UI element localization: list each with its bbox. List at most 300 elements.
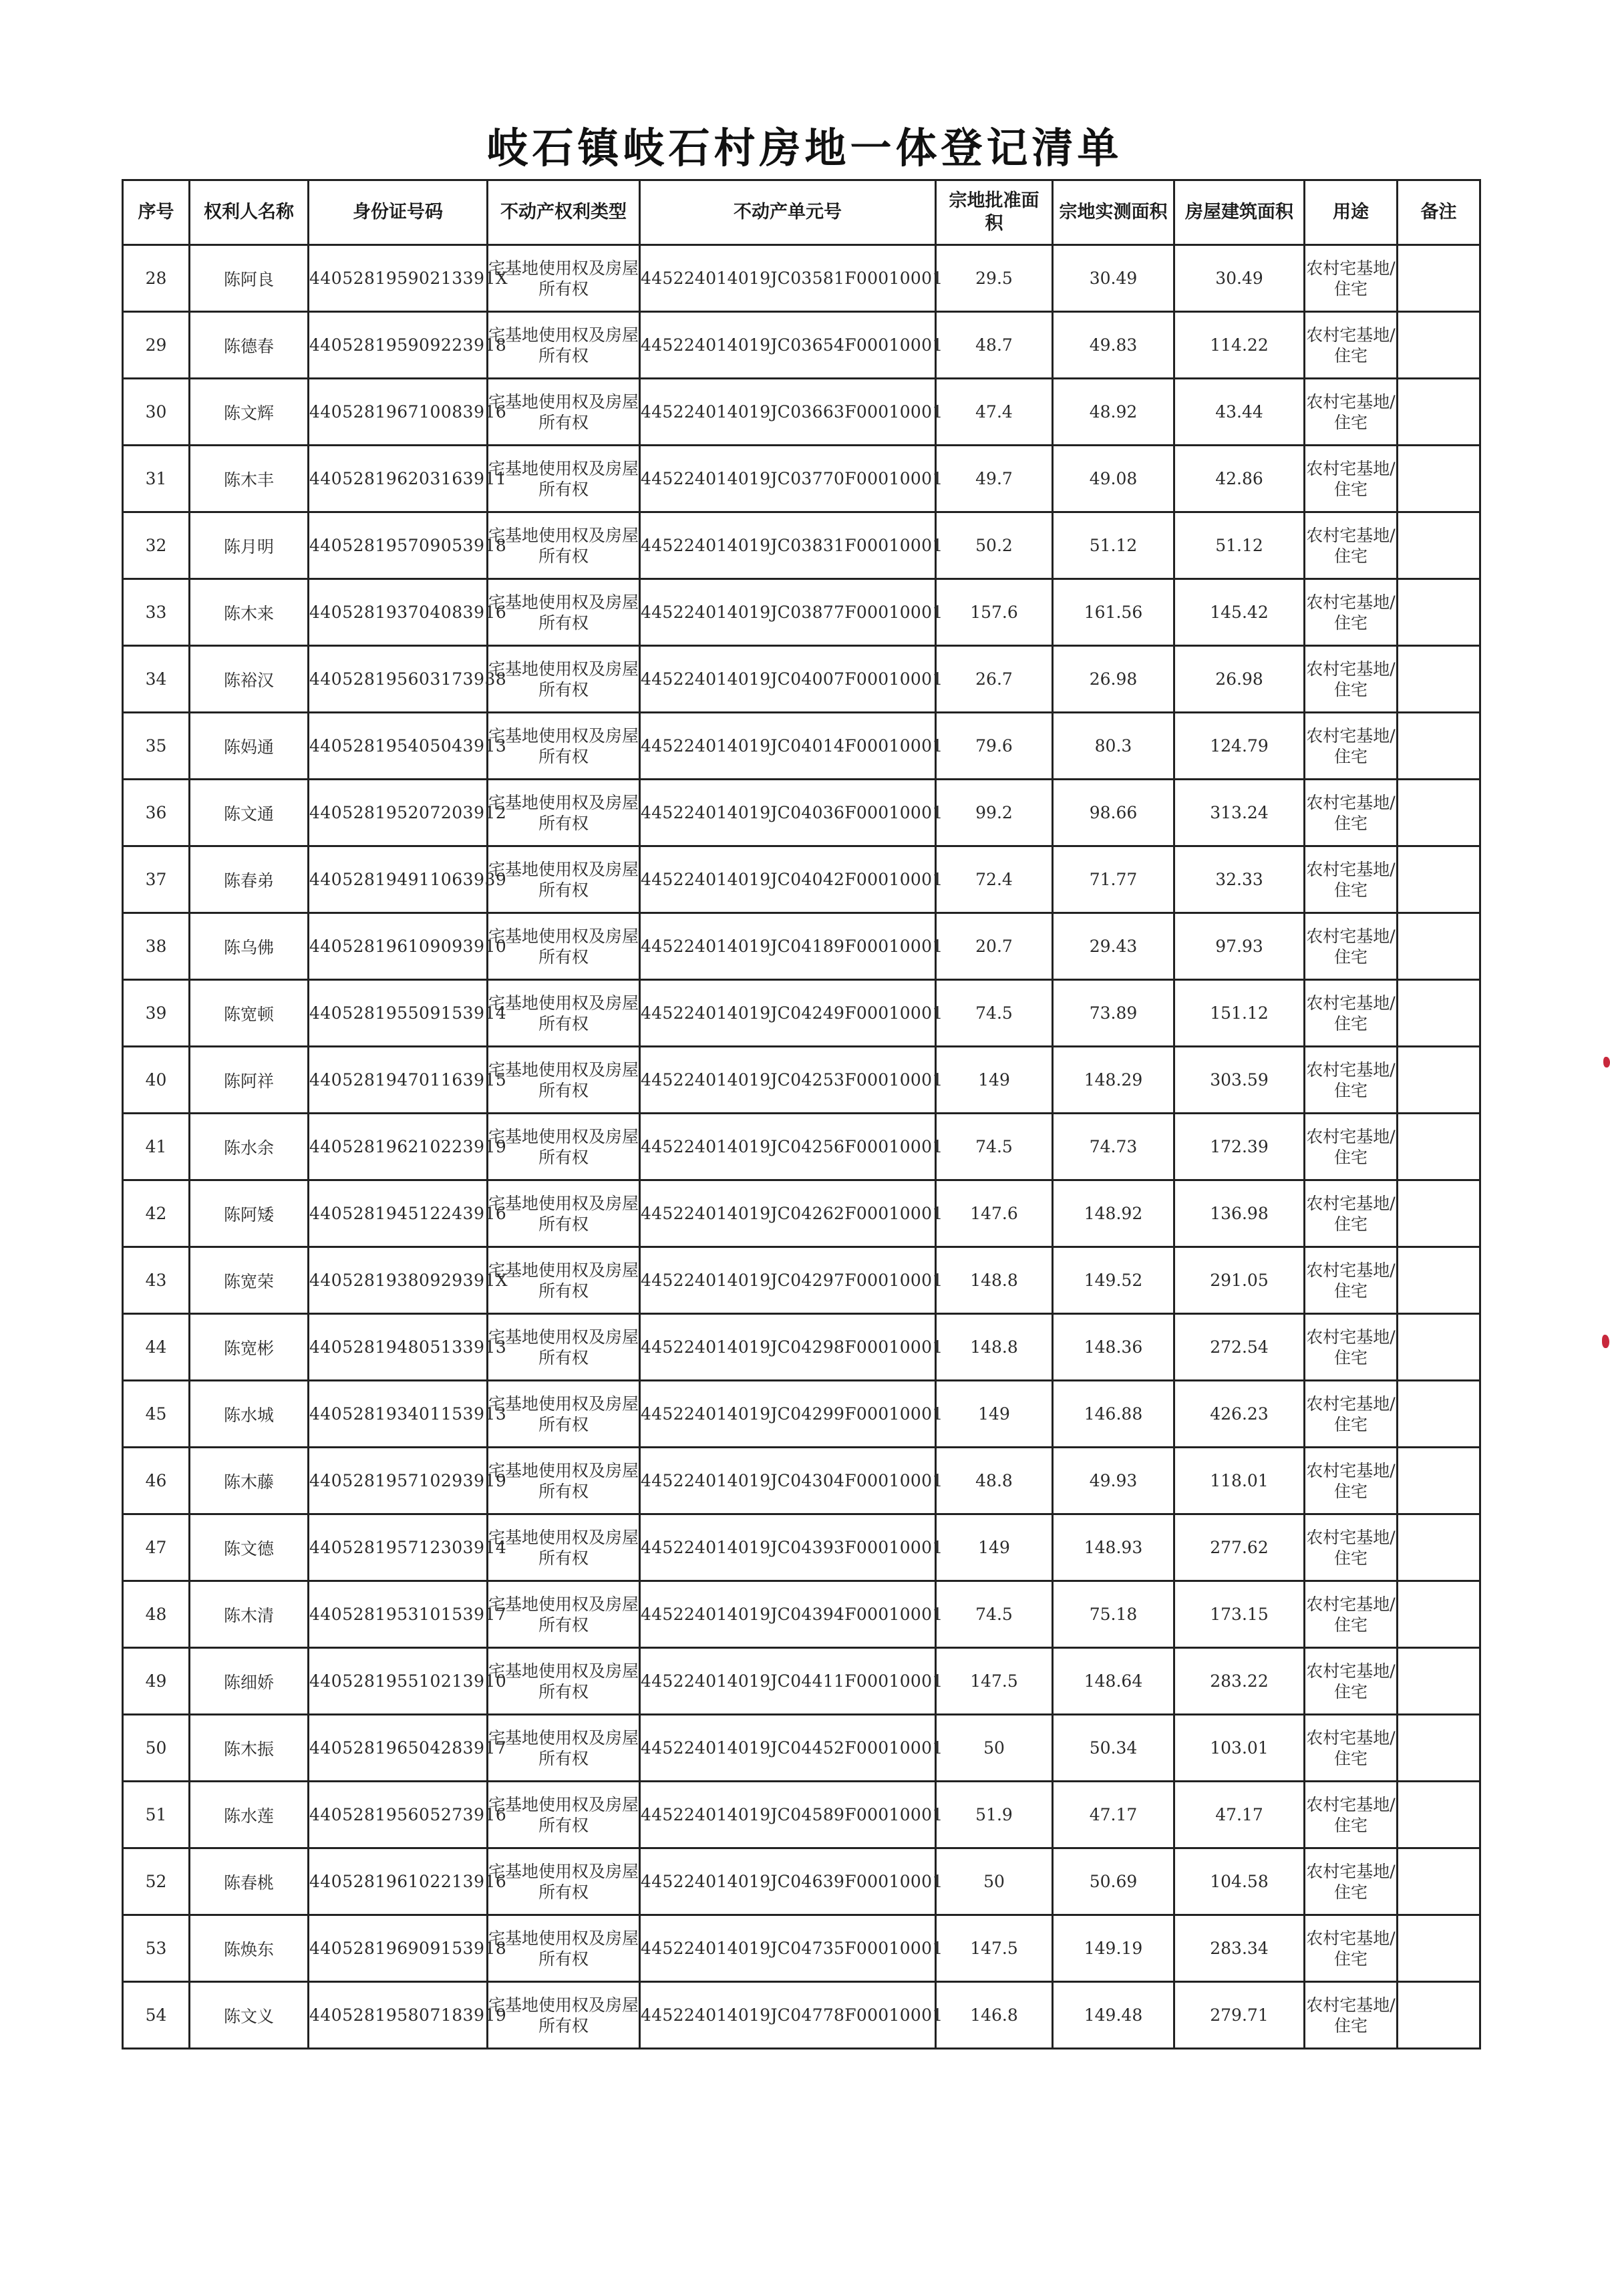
cell-use: 农村宅基地/住宅	[1305, 1180, 1398, 1247]
cell-building-area: 124.79	[1174, 713, 1305, 780]
cell-approved-area: 147.6	[936, 1180, 1053, 1247]
cell-remark	[1398, 1314, 1480, 1381]
cell-approved-area: 50	[936, 1848, 1053, 1915]
cell-seq: 31	[123, 446, 190, 512]
cell-remark	[1398, 1581, 1480, 1648]
cell-name: 陈文义	[190, 1982, 309, 2049]
cell-use: 农村宅基地/住宅	[1305, 1715, 1398, 1782]
cell-unit: 445224014019JC04014F00010001	[640, 713, 936, 780]
cell-right-type: 宅基地使用权及房屋所有权	[488, 1514, 640, 1581]
cell-use: 农村宅基地/住宅	[1305, 1581, 1398, 1648]
cell-building-area: 172.39	[1174, 1114, 1305, 1180]
cell-right-type: 宅基地使用权及房屋所有权	[488, 1381, 640, 1448]
cell-approved-area: 149	[936, 1381, 1053, 1448]
cell-approved-area: 147.5	[936, 1648, 1053, 1715]
cell-right-type: 宅基地使用权及房屋所有权	[488, 1448, 640, 1514]
cell-measured-area: 148.92	[1053, 1180, 1174, 1247]
cell-right-type: 宅基地使用权及房屋所有权	[488, 646, 640, 713]
cell-id: 440528196109093910	[309, 913, 488, 980]
cell-use: 农村宅基地/住宅	[1305, 780, 1398, 846]
cell-approved-area: 79.6	[936, 713, 1053, 780]
cell-use: 农村宅基地/住宅	[1305, 1915, 1398, 1982]
cell-approved-area: 47.4	[936, 379, 1053, 446]
cell-name: 陈月明	[190, 512, 309, 579]
cell-unit: 445224014019JC04778F00010001	[640, 1982, 936, 2049]
cell-seq: 51	[123, 1782, 190, 1848]
table-row	[123, 713, 1480, 780]
cell-use: 农村宅基地/住宅	[1305, 312, 1398, 379]
cell-right-type: 宅基地使用权及房屋所有权	[488, 1982, 640, 2049]
cell-measured-area: 148.93	[1053, 1514, 1174, 1581]
cell-right-type: 宅基地使用权及房屋所有权	[488, 1848, 640, 1915]
header-right-type: 不动产权利类型	[488, 180, 640, 245]
cell-right-type: 宅基地使用权及房屋所有权	[488, 579, 640, 646]
cell-unit: 445224014019JC03831F00010001	[640, 512, 936, 579]
cell-right-type: 宅基地使用权及房屋所有权	[488, 379, 640, 446]
cell-building-area: 313.24	[1174, 780, 1305, 846]
cell-unit: 445224014019JC03581F00010001	[640, 245, 936, 312]
cell-measured-area: 49.08	[1053, 446, 1174, 512]
cell-name: 陈春弟	[190, 846, 309, 913]
cell-building-area: 30.49	[1174, 245, 1305, 312]
cell-building-area: 272.54	[1174, 1314, 1305, 1381]
cell-name: 陈焕东	[190, 1915, 309, 1982]
cell-unit: 445224014019JC04262F00010001	[640, 1180, 936, 1247]
cell-right-type: 宅基地使用权及房屋所有权	[488, 1114, 640, 1180]
cell-id: 440528196710083916	[309, 379, 488, 446]
table-row	[123, 646, 1480, 713]
cell-name: 陈宽顿	[190, 980, 309, 1047]
cell-remark	[1398, 846, 1480, 913]
cell-seq: 40	[123, 1047, 190, 1114]
cell-seq: 54	[123, 1982, 190, 2049]
table-header	[123, 180, 1480, 245]
cell-building-area: 26.98	[1174, 646, 1305, 713]
table-row	[123, 579, 1480, 646]
table-row	[123, 1381, 1480, 1448]
table-row	[123, 1848, 1480, 1915]
cell-id: 440528195807183919	[309, 1982, 488, 2049]
cell-seq: 32	[123, 512, 190, 579]
table-row	[123, 1314, 1480, 1381]
cell-approved-area: 74.5	[936, 1581, 1053, 1648]
cell-name: 陈木振	[190, 1715, 309, 1782]
cell-approved-area: 147.5	[936, 1915, 1053, 1982]
cell-id: 440528196504283917	[309, 1715, 488, 1782]
cell-building-area: 291.05	[1174, 1247, 1305, 1314]
cell-right-type: 宅基地使用权及房屋所有权	[488, 512, 640, 579]
cell-right-type: 宅基地使用权及房屋所有权	[488, 312, 640, 379]
cell-seq: 33	[123, 579, 190, 646]
cell-use: 农村宅基地/住宅	[1305, 1114, 1398, 1180]
cell-name: 陈木丰	[190, 446, 309, 512]
cell-right-type: 宅基地使用权及房屋所有权	[488, 1180, 640, 1247]
cell-unit: 445224014019JC03663F00010001	[640, 379, 936, 446]
cell-approved-area: 29.5	[936, 245, 1053, 312]
cell-use: 农村宅基地/住宅	[1305, 512, 1398, 579]
cell-use: 农村宅基地/住宅	[1305, 846, 1398, 913]
cell-building-area: 426.23	[1174, 1381, 1305, 1448]
table-row	[123, 512, 1480, 579]
cell-measured-area: 48.92	[1053, 379, 1174, 446]
cell-right-type: 宅基地使用权及房屋所有权	[488, 1247, 640, 1314]
cell-building-area: 279.71	[1174, 1982, 1305, 2049]
cell-name: 陈细娇	[190, 1648, 309, 1715]
cell-building-area: 283.22	[1174, 1648, 1305, 1715]
cell-building-area: 173.15	[1174, 1581, 1305, 1648]
cell-name: 陈宽彬	[190, 1314, 309, 1381]
table-row	[123, 312, 1480, 379]
cell-use: 农村宅基地/住宅	[1305, 980, 1398, 1047]
cell-measured-area: 50.34	[1053, 1715, 1174, 1782]
table-row	[123, 1715, 1480, 1782]
table-row	[123, 1448, 1480, 1514]
cell-use: 农村宅基地/住宅	[1305, 379, 1398, 446]
cell-approved-area: 148.8	[936, 1314, 1053, 1381]
cell-unit: 445224014019JC04394F00010001	[640, 1581, 936, 1648]
registration-table	[122, 179, 1481, 2049]
cell-seq: 37	[123, 846, 190, 913]
cell-right-type: 宅基地使用权及房屋所有权	[488, 980, 640, 1047]
cell-seq: 45	[123, 1381, 190, 1448]
cell-measured-area: 49.83	[1053, 312, 1174, 379]
cell-use: 农村宅基地/住宅	[1305, 1314, 1398, 1381]
table-row	[123, 1514, 1480, 1581]
cell-id: 440528194512243916	[309, 1180, 488, 1247]
header-use: 用途	[1305, 180, 1398, 245]
cell-approved-area: 148.8	[936, 1247, 1053, 1314]
cell-id: 440528195603173938	[309, 646, 488, 713]
cell-unit: 445224014019JC04393F00010001	[640, 1514, 936, 1581]
table-row	[123, 1648, 1480, 1715]
cell-building-area: 97.93	[1174, 913, 1305, 980]
cell-approved-area: 50.2	[936, 512, 1053, 579]
cell-remark	[1398, 312, 1480, 379]
cell-remark	[1398, 913, 1480, 980]
cell-use: 农村宅基地/住宅	[1305, 1648, 1398, 1715]
cell-use: 农村宅基地/住宅	[1305, 1848, 1398, 1915]
cell-unit: 445224014019JC03654F00010001	[640, 312, 936, 379]
cell-remark	[1398, 646, 1480, 713]
cell-remark	[1398, 1381, 1480, 1448]
cell-unit: 445224014019JC04639F00010001	[640, 1848, 936, 1915]
table-row	[123, 913, 1480, 980]
cell-approved-area: 149	[936, 1047, 1053, 1114]
cell-seq: 43	[123, 1247, 190, 1314]
cell-name: 陈裕汉	[190, 646, 309, 713]
cell-seq: 49	[123, 1648, 190, 1715]
cell-name: 陈阿良	[190, 245, 309, 312]
cell-building-area: 43.44	[1174, 379, 1305, 446]
cell-seq: 36	[123, 780, 190, 846]
cell-id: 440528195909223918	[309, 312, 488, 379]
cell-measured-area: 149.19	[1053, 1915, 1174, 1982]
cell-seq: 34	[123, 646, 190, 713]
cell-building-area: 283.34	[1174, 1915, 1305, 1982]
cell-use: 农村宅基地/住宅	[1305, 245, 1398, 312]
cell-remark	[1398, 1848, 1480, 1915]
cell-building-area: 277.62	[1174, 1514, 1305, 1581]
cell-id: 440528195310153917	[309, 1581, 488, 1648]
cell-id: 440528193704083916	[309, 579, 488, 646]
cell-name: 陈水城	[190, 1381, 309, 1448]
cell-building-area: 103.01	[1174, 1715, 1305, 1782]
cell-name: 陈文辉	[190, 379, 309, 446]
cell-id: 44052819590213391X	[309, 245, 488, 312]
document-title: 岐石镇岐石村房地一体登记清单	[486, 124, 1123, 172]
cell-name: 陈春桃	[190, 1848, 309, 1915]
cell-remark	[1398, 446, 1480, 512]
cell-name: 陈木清	[190, 1581, 309, 1648]
cell-seq: 30	[123, 379, 190, 446]
cell-name: 陈文德	[190, 1514, 309, 1581]
header-id: 身份证号码	[309, 180, 488, 245]
table-row	[123, 1581, 1480, 1648]
cell-use: 农村宅基地/住宅	[1305, 1247, 1398, 1314]
cell-seq: 39	[123, 980, 190, 1047]
table-row	[123, 980, 1480, 1047]
cell-remark	[1398, 1514, 1480, 1581]
cell-id: 440528196210223919	[309, 1114, 488, 1180]
cell-measured-area: 30.49	[1053, 245, 1174, 312]
cell-seq: 28	[123, 245, 190, 312]
cell-unit: 445224014019JC04304F00010001	[640, 1448, 936, 1514]
cell-building-area: 136.98	[1174, 1180, 1305, 1247]
cell-seq: 38	[123, 913, 190, 980]
cell-remark	[1398, 1915, 1480, 1982]
cell-id: 440528194805133913	[309, 1314, 488, 1381]
cell-building-area: 118.01	[1174, 1448, 1305, 1514]
cell-remark	[1398, 579, 1480, 646]
cell-seq: 46	[123, 1448, 190, 1514]
cell-remark	[1398, 780, 1480, 846]
cell-measured-area: 71.77	[1053, 846, 1174, 913]
cell-name: 陈文通	[190, 780, 309, 846]
cell-unit: 445224014019JC04036F00010001	[640, 780, 936, 846]
cell-name: 陈乌佛	[190, 913, 309, 980]
cell-remark	[1398, 1715, 1480, 1782]
cell-id: 440528195207203912	[309, 780, 488, 846]
cell-building-area: 42.86	[1174, 446, 1305, 512]
cell-measured-area: 26.98	[1053, 646, 1174, 713]
cell-unit: 445224014019JC03877F00010001	[640, 579, 936, 646]
cell-unit: 445224014019JC04256F00010001	[640, 1114, 936, 1180]
cell-approved-area: 72.4	[936, 846, 1053, 913]
table-row	[123, 1982, 1480, 2049]
cell-remark	[1398, 1114, 1480, 1180]
cell-right-type: 宅基地使用权及房屋所有权	[488, 913, 640, 980]
cell-use: 农村宅基地/住宅	[1305, 646, 1398, 713]
cell-building-area: 47.17	[1174, 1782, 1305, 1848]
table-row	[123, 1247, 1480, 1314]
cell-remark	[1398, 713, 1480, 780]
cell-right-type: 宅基地使用权及房屋所有权	[488, 780, 640, 846]
cell-right-type: 宅基地使用权及房屋所有权	[488, 1648, 640, 1715]
cell-right-type: 宅基地使用权及房屋所有权	[488, 1915, 640, 1982]
cell-remark	[1398, 1047, 1480, 1114]
cell-id: 440528196203163911	[309, 446, 488, 512]
cell-id: 440528196909153918	[309, 1915, 488, 1982]
header-remark: 备注	[1398, 180, 1480, 245]
cell-unit: 445224014019JC04735F00010001	[640, 1915, 936, 1982]
cell-remark	[1398, 1782, 1480, 1848]
cell-seq: 48	[123, 1581, 190, 1648]
cell-id: 440528194911063939	[309, 846, 488, 913]
header-seq: 序号	[123, 180, 190, 245]
cell-remark	[1398, 1448, 1480, 1514]
cell-approved-area: 49.7	[936, 446, 1053, 512]
cell-measured-area: 75.18	[1053, 1581, 1174, 1648]
cell-right-type: 宅基地使用权及房屋所有权	[488, 1581, 640, 1648]
cell-measured-area: 73.89	[1053, 980, 1174, 1047]
cell-remark	[1398, 1180, 1480, 1247]
cell-id: 440528195405043913	[309, 713, 488, 780]
cell-measured-area: 49.93	[1053, 1448, 1174, 1514]
cell-unit: 445224014019JC04007F00010001	[640, 646, 936, 713]
cell-right-type: 宅基地使用权及房屋所有权	[488, 846, 640, 913]
table-row	[123, 780, 1480, 846]
cell-building-area: 145.42	[1174, 579, 1305, 646]
cell-approved-area: 146.8	[936, 1982, 1053, 2049]
cell-unit: 445224014019JC04589F00010001	[640, 1782, 936, 1848]
cell-name: 陈德春	[190, 312, 309, 379]
cell-measured-area: 98.66	[1053, 780, 1174, 846]
cell-id: 440528195605273916	[309, 1782, 488, 1848]
cell-id: 440528195712303914	[309, 1514, 488, 1581]
cell-measured-area: 148.29	[1053, 1047, 1174, 1114]
cell-seq: 50	[123, 1715, 190, 1782]
cell-unit: 445224014019JC04452F00010001	[640, 1715, 936, 1782]
cell-use: 农村宅基地/住宅	[1305, 1982, 1398, 2049]
cell-use: 农村宅基地/住宅	[1305, 1782, 1398, 1848]
cell-use: 农村宅基地/住宅	[1305, 1381, 1398, 1448]
cell-name: 陈妈通	[190, 713, 309, 780]
cell-right-type: 宅基地使用权及房屋所有权	[488, 713, 640, 780]
cell-name: 陈阿矮	[190, 1180, 309, 1247]
cell-id: 440528194701163915	[309, 1047, 488, 1114]
table-row	[123, 446, 1480, 512]
cell-seq: 53	[123, 1915, 190, 1982]
cell-measured-area: 50.69	[1053, 1848, 1174, 1915]
cell-id: 440528193401153913	[309, 1381, 488, 1448]
table-row	[123, 1047, 1480, 1114]
cell-id: 440528195710293919	[309, 1448, 488, 1514]
cell-unit: 445224014019JC04189F00010001	[640, 913, 936, 980]
cell-id: 440528195509153914	[309, 980, 488, 1047]
cell-unit: 445224014019JC03770F00010001	[640, 446, 936, 512]
cell-approved-area: 74.5	[936, 1114, 1053, 1180]
cell-measured-area: 149.48	[1053, 1982, 1174, 2049]
header-measured-area: 宗地实测面积	[1053, 180, 1174, 245]
cell-unit: 445224014019JC04042F00010001	[640, 846, 936, 913]
cell-seq: 52	[123, 1848, 190, 1915]
cell-measured-area: 80.3	[1053, 713, 1174, 780]
cell-approved-area: 20.7	[936, 913, 1053, 980]
cell-seq: 44	[123, 1314, 190, 1381]
cell-right-type: 宅基地使用权及房屋所有权	[488, 1715, 640, 1782]
cell-use: 农村宅基地/住宅	[1305, 713, 1398, 780]
cell-name: 陈木来	[190, 579, 309, 646]
cell-approved-area: 99.2	[936, 780, 1053, 846]
scan-mark-bottom	[1602, 1335, 1609, 1348]
table-body	[123, 245, 1480, 2049]
cell-id: 440528195709053918	[309, 512, 488, 579]
cell-measured-area: 161.56	[1053, 579, 1174, 646]
header-approved-area: 宗地批准面积	[936, 180, 1053, 245]
cell-remark	[1398, 512, 1480, 579]
cell-name: 陈水余	[190, 1114, 309, 1180]
cell-name: 陈水莲	[190, 1782, 309, 1848]
cell-use: 农村宅基地/住宅	[1305, 913, 1398, 980]
cell-measured-area: 148.36	[1053, 1314, 1174, 1381]
cell-name: 陈阿祥	[190, 1047, 309, 1114]
cell-building-area: 51.12	[1174, 512, 1305, 579]
cell-remark	[1398, 1982, 1480, 2049]
cell-right-type: 宅基地使用权及房屋所有权	[488, 245, 640, 312]
cell-approved-area: 50	[936, 1715, 1053, 1782]
cell-seq: 47	[123, 1514, 190, 1581]
cell-id: 440528195510213910	[309, 1648, 488, 1715]
table-row	[123, 1180, 1480, 1247]
cell-building-area: 151.12	[1174, 980, 1305, 1047]
cell-measured-area: 29.43	[1053, 913, 1174, 980]
cell-approved-area: 51.9	[936, 1782, 1053, 1848]
cell-use: 农村宅基地/住宅	[1305, 1448, 1398, 1514]
cell-name: 陈宽荣	[190, 1247, 309, 1314]
cell-name: 陈木藤	[190, 1448, 309, 1514]
cell-seq: 29	[123, 312, 190, 379]
cell-remark	[1398, 1648, 1480, 1715]
header-name: 权利人名称	[190, 180, 309, 245]
cell-measured-area: 51.12	[1053, 512, 1174, 579]
cell-building-area: 114.22	[1174, 312, 1305, 379]
header-unit: 不动产单元号	[640, 180, 936, 245]
cell-building-area: 303.59	[1174, 1047, 1305, 1114]
cell-unit: 445224014019JC04411F00010001	[640, 1648, 936, 1715]
cell-approved-area: 157.6	[936, 579, 1053, 646]
cell-building-area: 32.33	[1174, 846, 1305, 913]
cell-remark	[1398, 980, 1480, 1047]
cell-remark	[1398, 245, 1480, 312]
cell-remark	[1398, 379, 1480, 446]
table-row	[123, 1782, 1480, 1848]
cell-seq: 35	[123, 713, 190, 780]
cell-unit: 445224014019JC04297F00010001	[640, 1247, 936, 1314]
cell-measured-area: 146.88	[1053, 1381, 1174, 1448]
cell-unit: 445224014019JC04298F00010001	[640, 1314, 936, 1381]
cell-right-type: 宅基地使用权及房屋所有权	[488, 1782, 640, 1848]
cell-building-area: 104.58	[1174, 1848, 1305, 1915]
header-building-area: 房屋建筑面积	[1174, 180, 1305, 245]
cell-measured-area: 149.52	[1053, 1247, 1174, 1314]
cell-id: 44052819380929391X	[309, 1247, 488, 1314]
cell-approved-area: 48.8	[936, 1448, 1053, 1514]
table-row	[123, 379, 1480, 446]
cell-measured-area: 47.17	[1053, 1782, 1174, 1848]
cell-use: 农村宅基地/住宅	[1305, 1514, 1398, 1581]
table-row	[123, 1114, 1480, 1180]
header-row	[123, 180, 1480, 245]
cell-right-type: 宅基地使用权及房屋所有权	[488, 446, 640, 512]
cell-remark	[1398, 1247, 1480, 1314]
cell-unit: 445224014019JC04253F00010001	[640, 1047, 936, 1114]
cell-right-type: 宅基地使用权及房屋所有权	[488, 1047, 640, 1114]
table-row	[123, 846, 1480, 913]
cell-approved-area: 26.7	[936, 646, 1053, 713]
cell-approved-area: 48.7	[936, 312, 1053, 379]
cell-seq: 42	[123, 1180, 190, 1247]
cell-seq: 41	[123, 1114, 190, 1180]
